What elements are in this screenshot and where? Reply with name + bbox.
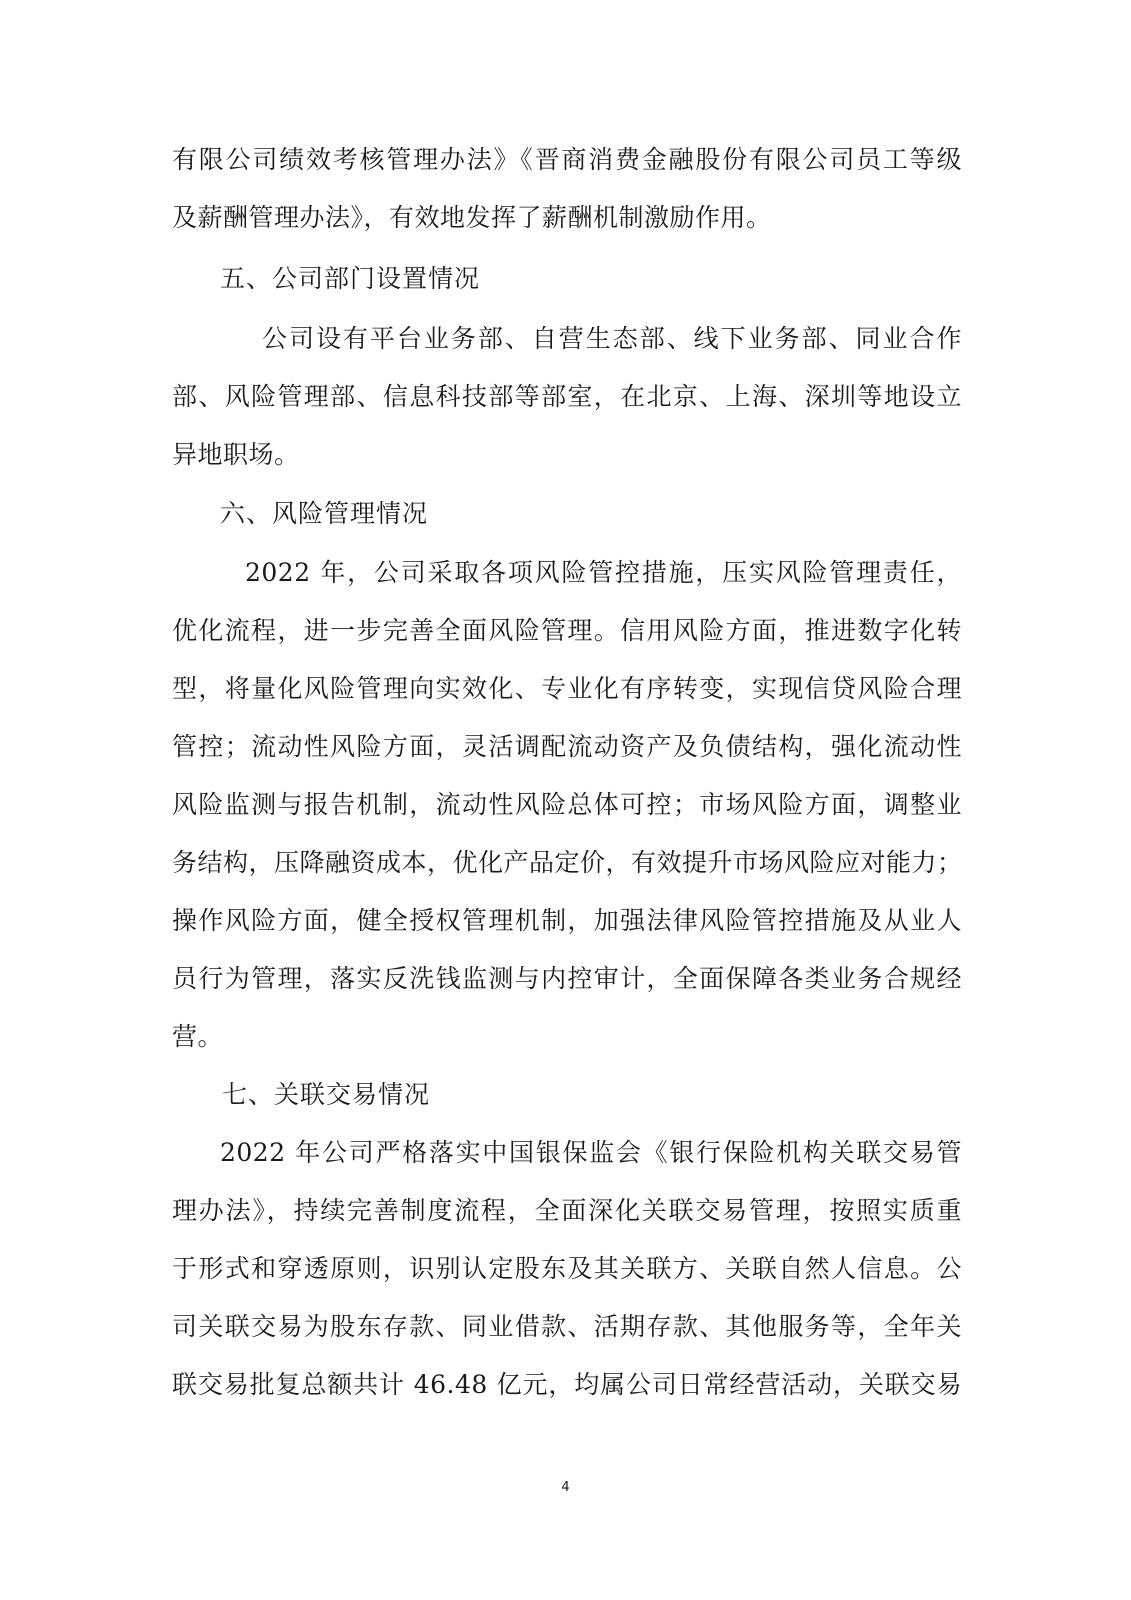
paragraph-line: 联交易批复总额共计 46.48 亿元，均属公司日常经营活动，关联交易 bbox=[172, 1370, 962, 1399]
paragraph-line: 及薪酬管理办法》，有效地发挥了薪酬机制激励作用。 bbox=[172, 203, 772, 232]
paragraph-line: 异地职场。 bbox=[172, 440, 300, 469]
section-heading-related-party-transactions: 七、关联交易情况 bbox=[222, 1080, 431, 1109]
paragraph-line: 操作风险方面，健全授权管理机制，加强法律风险管控措施及从业人 bbox=[172, 906, 962, 935]
paragraph-line: 2022 年，公司采取各项风险管控措施，压实风险管理责任， bbox=[245, 558, 962, 587]
paragraph-line: 司关联交易为股东存款、同业借款、活期存款、其他服务等，全年关 bbox=[172, 1312, 962, 1341]
paragraph-line: 管控；流动性风险方面，灵活调配流动资产及负债结构，强化流动性 bbox=[172, 732, 962, 761]
paragraph-line: 公司设有平台业务部、自营生态部、线下业务部、同业合作 bbox=[262, 324, 962, 353]
page-number: 4 bbox=[561, 1480, 570, 1495]
paragraph-line: 2022 年公司严格落实中国银保监会《银行保险机构关联交易管 bbox=[220, 1138, 962, 1167]
paragraph-line: 优化流程，进一步完善全面风险管理。信用风险方面，推进数字化转 bbox=[172, 616, 962, 645]
paragraph-line: 务结构，压降融资成本，优化产品定价，有效提升市场风险应对能力； bbox=[172, 848, 963, 877]
section-heading-department-setup: 五、公司部门设置情况 bbox=[220, 264, 481, 293]
paragraph-line: 理办法》，持续完善制度流程，全面深化关联交易管理，按照实质重 bbox=[172, 1196, 962, 1225]
paragraph-line: 营。 bbox=[172, 1022, 224, 1051]
paragraph-line: 于形式和穿透原则，识别认定股东及其关联方、关联自然人信息。公 bbox=[172, 1254, 962, 1283]
paragraph-line: 型，将量化风险管理向实效化、专业化有序转变，实现信贷风险合理 bbox=[172, 674, 962, 703]
paragraph-line: 风险监测与报告机制，流动性风险总体可控；市场风险方面，调整业 bbox=[172, 790, 962, 819]
section-heading-risk-management: 六、风险管理情况 bbox=[220, 499, 429, 528]
paragraph-line: 员行为管理，落实反洗钱监测与内控审计，全面保障各类业务合规经 bbox=[172, 964, 962, 993]
paragraph-line: 有限公司绩效考核管理办法》《晋商消费金融股份有限公司员工等级 bbox=[172, 145, 962, 174]
paragraph-line: 部、风险管理部、信息科技部等部室，在北京、上海、深圳等地设立 bbox=[172, 382, 962, 411]
